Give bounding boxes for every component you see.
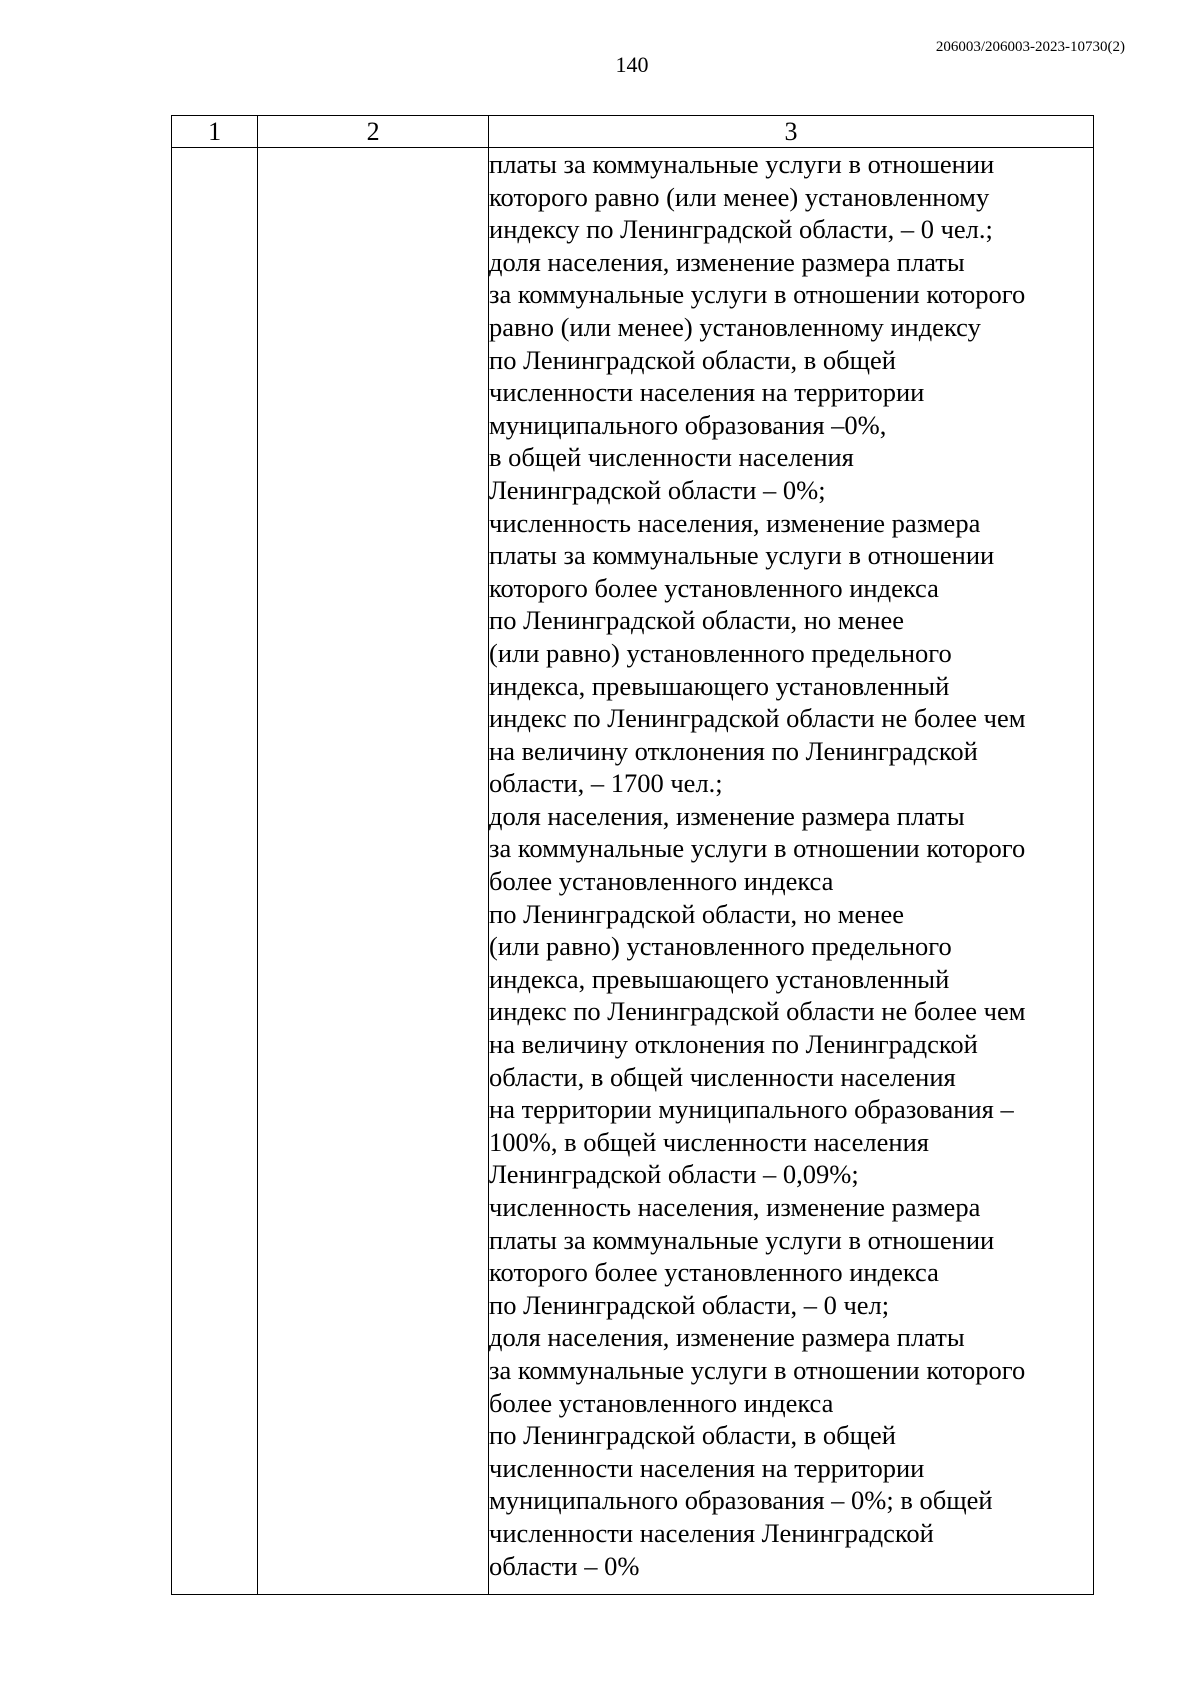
cell-text-line: области, в общей численности населения (489, 1061, 956, 1092)
column-header-1: 1 (172, 116, 258, 148)
cell-text-line: 100%, в общей численности населения (489, 1126, 929, 1157)
cell-text-line: доля населения, изменение размера платы (489, 800, 965, 831)
cell-text-line: по Ленинградской области, но менее (489, 898, 905, 929)
cell-text-line: индекс по Ленинградской области не более чем (489, 703, 1026, 734)
cell-text-line: муниципального образования – 0%; в общей (489, 1485, 993, 1516)
cell-text-line: за коммунальные услуги в отношении которого (489, 1354, 1026, 1385)
table-row (172, 148, 1094, 1595)
cell-text-line: более установленного индекса (489, 866, 834, 897)
cell-text-line: муниципального образования –0%, (489, 409, 887, 440)
cell-text-line: индексу по Ленинградской области, – 0 чел.; (489, 214, 993, 245)
cell-text-line: в общей численности населения (489, 442, 854, 473)
cell-text-line: платы за коммунальные услуги в отношении (489, 540, 995, 571)
cell-text-line: индекса, превышающего установленный (489, 963, 950, 994)
cell-text-line: области, – 1700 чел.; (489, 768, 723, 799)
cell-text-line: на величину отклонения по Ленинградской (489, 1029, 978, 1060)
table-cell-col2 (258, 148, 489, 1595)
cell-text-line: по Ленинградской области, в общей (489, 344, 896, 375)
cell-text-line: которого более установленного индекса (489, 1257, 939, 1288)
cell-text-line: на величину отклонения по Ленинградской (489, 735, 978, 766)
cell-text-line: индекс по Ленинградской области не более чем (489, 996, 1026, 1027)
cell-text-line: численности населения на территории (489, 377, 925, 408)
column-header-3: 3 (489, 116, 1094, 148)
cell-text-block (489, 148, 1093, 1582)
cell-text-line: по Ленинградской области, в общей (489, 1420, 896, 1451)
cell-text-line: платы за коммунальные услуги в отношении (489, 149, 995, 179)
cell-text-line: области – 0% (489, 1550, 640, 1581)
table-cell-col1 (172, 148, 258, 1595)
content-table (171, 115, 1094, 1595)
cell-text-line: численности населения Ленинградской (489, 1517, 934, 1548)
cell-text-line: доля населения, изменение размера платы (489, 246, 965, 277)
cell-text-line: равно (или менее) установленному индексу (489, 311, 981, 342)
cell-text-line: более установленного индекса (489, 1387, 834, 1418)
cell-text-line: на территории муниципального образования – (489, 1094, 1014, 1125)
cell-text-line: (или равно) установленного предельного (489, 931, 952, 962)
cell-text-line: индекса, превышающего установленный (489, 670, 950, 701)
cell-text-line: которого равно (или менее) установленному (489, 181, 990, 212)
page-number: 140 (615, 52, 649, 77)
cell-text-line: доля населения, изменение размера платы (489, 1322, 965, 1353)
cell-text-line: Ленинградской области – 0,09%; (489, 1159, 859, 1190)
column-header-2: 2 (258, 116, 489, 148)
cell-text-line: по Ленинградской области, – 0 чел; (489, 1289, 890, 1320)
cell-text-line: которого более установленного индекса (489, 572, 939, 603)
cell-text-line: за коммунальные услуги в отношении которого (489, 279, 1026, 310)
cell-text-line: платы за коммунальные услуги в отношении (489, 1224, 995, 1255)
cell-text-line: (или равно) установленного предельного (489, 637, 952, 668)
cell-text-line: численность населения, изменение размера (489, 1192, 981, 1222)
document-id: 206003/206003-2023-10730(2) (935, 39, 1125, 55)
cell-text-line: по Ленинградской области, но менее (489, 605, 905, 636)
table-cell-col3 (489, 148, 1094, 1595)
cell-text-line: Ленинградской области – 0%; (489, 474, 826, 505)
table-header-row (172, 116, 1094, 148)
cell-text-line: численности населения на территории (489, 1452, 925, 1483)
cell-text-line: за коммунальные услуги в отношении которого (489, 833, 1026, 864)
cell-text-line: численность населения, изменение размера (489, 507, 981, 538)
